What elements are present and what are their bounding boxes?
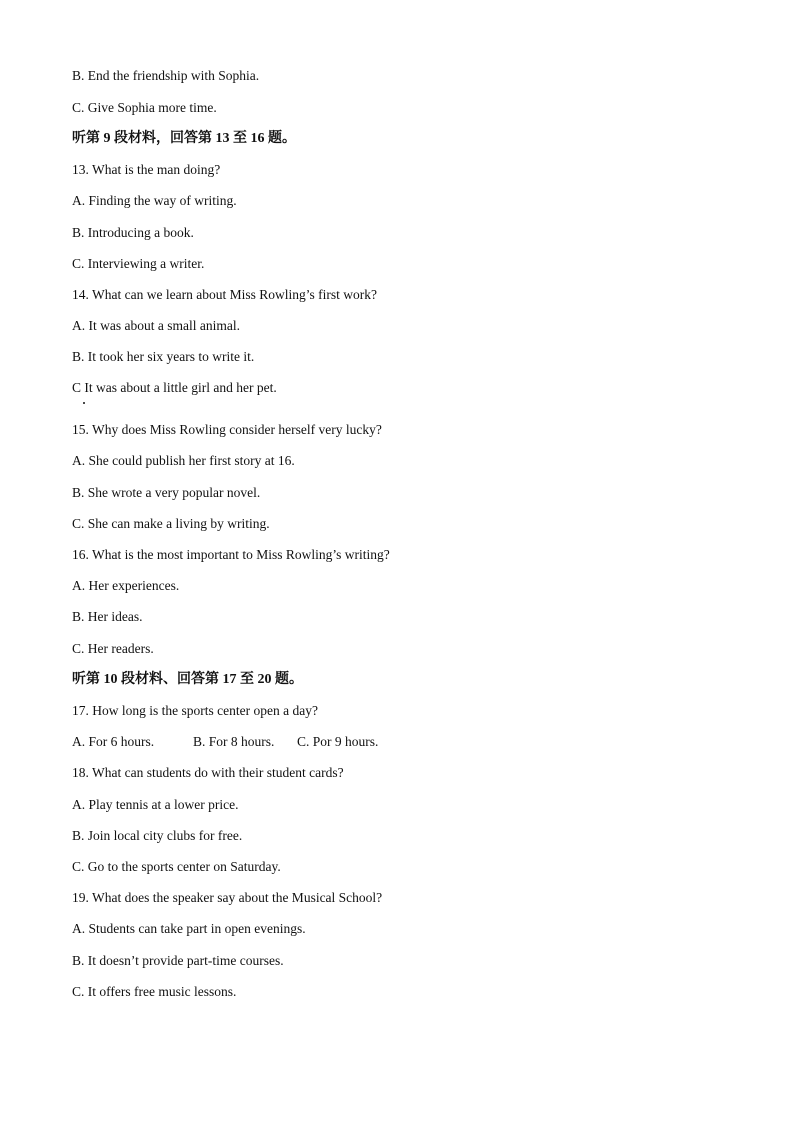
- option-14b: B. It took her six years to write it.: [72, 349, 255, 364]
- option-19c: C. It offers free music lessons.: [72, 984, 237, 999]
- option-15c: C. She can make a living by writing.: [72, 516, 270, 531]
- option-17a: A. For 6 hours.: [72, 734, 155, 749]
- option-14a: A. It was about a small animal.: [72, 318, 240, 333]
- question-14: 14. What can we learn about Miss Rowling’s first work?: [72, 287, 377, 302]
- option-18c: C. Go to the sports center on Saturday.: [72, 859, 281, 874]
- question-19: 19. What does the speaker say about the Musical School?: [72, 890, 383, 905]
- question-13: 13. What is the man doing?: [72, 162, 221, 177]
- option-16c: C. Her readers.: [72, 641, 154, 656]
- option-17c: C. Por 9 hours.: [297, 734, 379, 749]
- option-19b: B. It doesn’t provide part-time courses.: [72, 953, 284, 968]
- option-13a: A. Finding the way of writing.: [72, 193, 237, 208]
- stray-dot-mark: [83, 402, 85, 404]
- option-16b: B. Her ideas.: [72, 609, 143, 624]
- question-17: 17. How long is the sports center open a day?: [72, 703, 318, 718]
- option-18a: A. Play tennis at a lower price.: [72, 797, 239, 812]
- section-heading-10: 听第 10 段材料、回答第 17 至 20 题。: [72, 672, 303, 687]
- option-15b: B. She wrote a very popular novel.: [72, 485, 261, 500]
- section-heading-9: 听第 9 段材料，回答第 13 至 16 题。: [72, 131, 296, 146]
- option-17b: B. For 8 hours.: [193, 734, 275, 749]
- option-12b: B. End the friendship with Sophia.: [72, 68, 260, 83]
- option-18b: B. Join local city clubs for free.: [72, 828, 243, 843]
- option-15a: A. She could publish her first story at 16.: [72, 453, 295, 468]
- option-12c: C. Give Sophia more time.: [72, 100, 217, 115]
- option-13b: B. Introducing a book.: [72, 225, 194, 240]
- question-16: 16. What is the most important to Miss Rowling’s writing?: [72, 547, 390, 562]
- options-17-row: [72, 733, 378, 751]
- question-18: 18. What can students do with their student cards?: [72, 765, 344, 780]
- option-14c: C It was about a little girl and her pet.: [72, 380, 277, 395]
- option-13c: C. Interviewing a writer.: [72, 256, 205, 271]
- option-16a: A. Her experiences.: [72, 578, 180, 593]
- question-15: 15. Why does Miss Rowling consider herself very lucky?: [72, 422, 382, 437]
- option-19a: A. Students can take part in open evenings.: [72, 921, 306, 936]
